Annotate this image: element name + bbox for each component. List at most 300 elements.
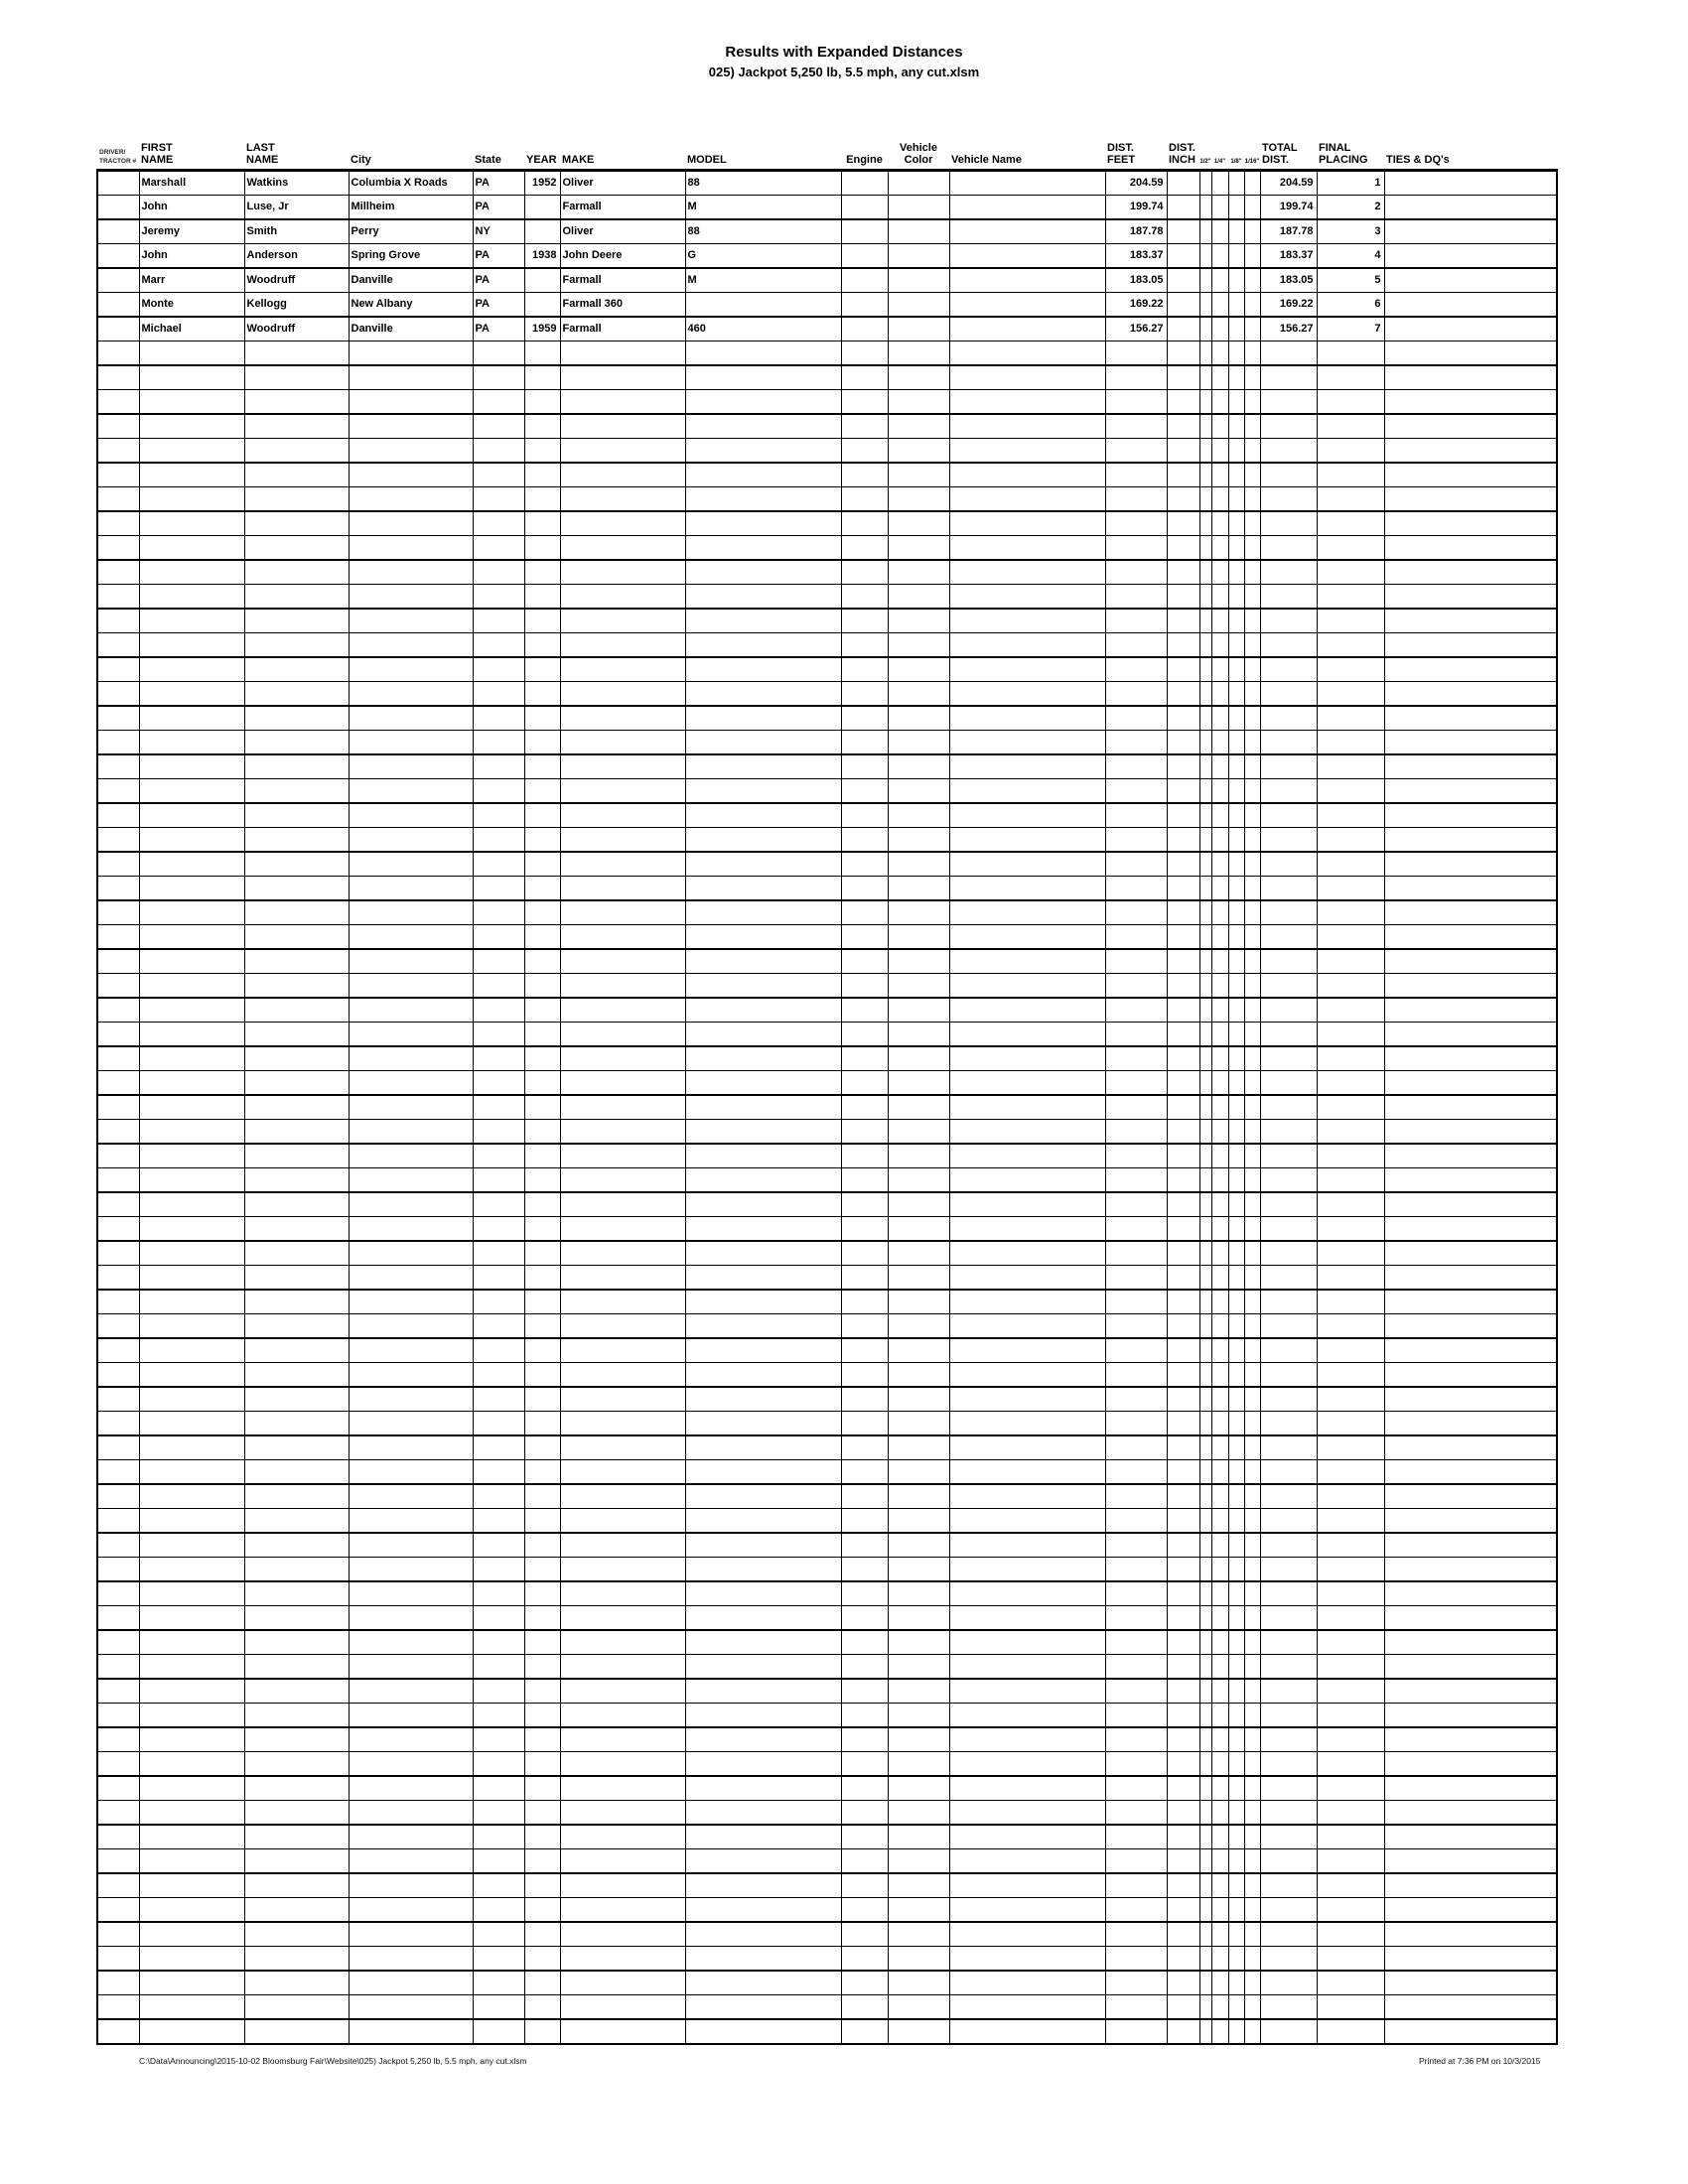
cell-model: M xyxy=(685,268,841,293)
cell-year xyxy=(524,803,560,828)
cell-state xyxy=(473,900,524,925)
table-row xyxy=(97,1630,1557,1655)
cell-vehicle_name xyxy=(949,195,1105,219)
cell-f8 xyxy=(1228,389,1244,414)
cell-driver xyxy=(97,1800,139,1825)
cell-model xyxy=(685,681,841,706)
cell-f8 xyxy=(1228,1946,1244,1971)
cell-state xyxy=(473,414,524,439)
cell-city xyxy=(349,1825,473,1849)
cell-inch xyxy=(1167,1484,1199,1509)
table-row xyxy=(97,1119,1557,1144)
cell-vehicle_name xyxy=(949,778,1105,803)
cell-engine xyxy=(841,609,888,633)
cell-make xyxy=(560,2019,685,2044)
cell-model xyxy=(685,998,841,1023)
cell-feet: 183.05 xyxy=(1105,268,1167,293)
table-row xyxy=(97,195,1557,219)
cell-state xyxy=(473,463,524,487)
cell-state xyxy=(473,1873,524,1898)
cell-make xyxy=(560,1703,685,1727)
cell-inch xyxy=(1167,827,1199,852)
cell-make xyxy=(560,1459,685,1484)
cell-f16 xyxy=(1244,900,1260,925)
cell-total xyxy=(1260,1362,1317,1387)
cell-city xyxy=(349,1290,473,1314)
table-row xyxy=(97,560,1557,585)
table-row xyxy=(97,317,1557,341)
cell-f8 xyxy=(1228,1119,1244,1144)
cell-f16 xyxy=(1244,1362,1260,1387)
cell-total xyxy=(1260,1411,1317,1435)
cell-f2 xyxy=(1199,1387,1211,1412)
cell-engine xyxy=(841,1654,888,1679)
cell-model xyxy=(685,1095,841,1120)
cell-year xyxy=(524,511,560,536)
cell-year xyxy=(524,924,560,949)
cell-placing xyxy=(1317,560,1384,585)
cell-total xyxy=(1260,1922,1317,1947)
table-row xyxy=(97,1581,1557,1606)
cell-inch xyxy=(1167,1387,1199,1412)
cell-f8 xyxy=(1228,1313,1244,1338)
cell-year xyxy=(524,876,560,900)
cell-feet xyxy=(1105,657,1167,682)
cell-state xyxy=(473,1581,524,1606)
cell-vehicle_name xyxy=(949,1119,1105,1144)
cell-f4 xyxy=(1211,1848,1228,1873)
table-row xyxy=(97,1192,1557,1217)
cell-engine xyxy=(841,1946,888,1971)
table-row xyxy=(97,292,1557,317)
cell-driver xyxy=(97,1241,139,1266)
cell-feet xyxy=(1105,803,1167,828)
cell-f8 xyxy=(1228,1192,1244,1217)
cell-f16 xyxy=(1244,998,1260,1023)
table-row xyxy=(97,730,1557,754)
cell-model xyxy=(685,1484,841,1509)
cell-city xyxy=(349,754,473,779)
cell-state xyxy=(473,1654,524,1679)
cell-state xyxy=(473,1070,524,1095)
cell-state xyxy=(473,1922,524,1947)
cell-year xyxy=(524,1144,560,1168)
cell-placing xyxy=(1317,1994,1384,2019)
cell-f8 xyxy=(1228,876,1244,900)
cell-inch xyxy=(1167,998,1199,1023)
cell-color xyxy=(888,438,949,463)
cell-model xyxy=(685,535,841,560)
cell-model xyxy=(685,389,841,414)
cell-engine xyxy=(841,1581,888,1606)
cell-f2 xyxy=(1199,292,1211,317)
cell-inch xyxy=(1167,1435,1199,1460)
header-engine: Engine xyxy=(846,154,883,167)
table-row xyxy=(97,1946,1557,1971)
cell-model xyxy=(685,1144,841,1168)
cell-feet xyxy=(1105,1216,1167,1241)
cell-first xyxy=(139,1654,244,1679)
cell-total xyxy=(1260,1605,1317,1630)
cell-make xyxy=(560,730,685,754)
cell-year xyxy=(524,292,560,317)
cell-city xyxy=(349,560,473,585)
cell-f8 xyxy=(1228,1290,1244,1314)
cell-placing xyxy=(1317,1387,1384,1412)
cell-city xyxy=(349,1800,473,1825)
cell-placing xyxy=(1317,754,1384,779)
table-row xyxy=(97,1800,1557,1825)
cell-first: Marshall xyxy=(139,170,244,195)
cell-make xyxy=(560,998,685,1023)
cell-driver xyxy=(97,973,139,998)
cell-f4 xyxy=(1211,1362,1228,1387)
cell-placing xyxy=(1317,632,1384,657)
cell-f4 xyxy=(1211,292,1228,317)
cell-year xyxy=(524,341,560,365)
cell-state xyxy=(473,876,524,900)
cell-placing xyxy=(1317,1581,1384,1606)
cell-vehicle_name xyxy=(949,1825,1105,1849)
cell-make xyxy=(560,341,685,365)
cell-f2 xyxy=(1199,584,1211,609)
cell-f16 xyxy=(1244,1994,1260,2019)
cell-f4 xyxy=(1211,973,1228,998)
cell-last xyxy=(244,486,349,511)
cell-f8 xyxy=(1228,1897,1244,1922)
table-row xyxy=(97,486,1557,511)
cell-driver xyxy=(97,900,139,925)
cell-last xyxy=(244,1873,349,1898)
cell-engine xyxy=(841,1241,888,1266)
cell-total xyxy=(1260,973,1317,998)
table-row xyxy=(97,2019,1557,2044)
cell-placing xyxy=(1317,1873,1384,1898)
cell-total xyxy=(1260,1776,1317,1801)
cell-model: 88 xyxy=(685,219,841,244)
cell-state xyxy=(473,973,524,998)
cell-placing xyxy=(1317,1703,1384,1727)
cell-total xyxy=(1260,1095,1317,1120)
cell-inch xyxy=(1167,1046,1199,1071)
cell-year xyxy=(524,1800,560,1825)
cell-engine xyxy=(841,973,888,998)
cell-total xyxy=(1260,1946,1317,1971)
cell-color xyxy=(888,243,949,268)
cell-city: Spring Grove xyxy=(349,243,473,268)
cell-f2 xyxy=(1199,560,1211,585)
cell-f16 xyxy=(1244,486,1260,511)
cell-vehicle_name xyxy=(949,535,1105,560)
cell-f8 xyxy=(1228,924,1244,949)
cell-f4 xyxy=(1211,1387,1228,1412)
cell-last xyxy=(244,1241,349,1266)
table-row xyxy=(97,1167,1557,1192)
cell-driver xyxy=(97,341,139,365)
cell-city xyxy=(349,778,473,803)
cell-state xyxy=(473,754,524,779)
cell-placing xyxy=(1317,1070,1384,1095)
cell-city xyxy=(349,486,473,511)
table-row xyxy=(97,1216,1557,1241)
cell-last xyxy=(244,389,349,414)
cell-make xyxy=(560,973,685,998)
cell-f2 xyxy=(1199,1897,1211,1922)
cell-total xyxy=(1260,1144,1317,1168)
cell-total xyxy=(1260,1290,1317,1314)
cell-city: Danville xyxy=(349,317,473,341)
cell-color xyxy=(888,365,949,390)
header-color-line2: Color xyxy=(904,154,933,167)
cell-f4 xyxy=(1211,511,1228,536)
cell-f4 xyxy=(1211,1533,1228,1558)
cell-last: Smith xyxy=(244,219,349,244)
cell-f16 xyxy=(1244,438,1260,463)
cell-inch xyxy=(1167,632,1199,657)
cell-f4 xyxy=(1211,1581,1228,1606)
cell-city xyxy=(349,1144,473,1168)
cell-driver xyxy=(97,754,139,779)
cell-f8 xyxy=(1228,1459,1244,1484)
cell-last xyxy=(244,1265,349,1290)
cell-model xyxy=(685,1533,841,1558)
cell-model xyxy=(685,609,841,633)
cell-f8 xyxy=(1228,1484,1244,1509)
cell-feet xyxy=(1105,560,1167,585)
cell-make xyxy=(560,1119,685,1144)
cell-total: 169.22 xyxy=(1260,292,1317,317)
cell-engine xyxy=(841,1192,888,1217)
cell-f16 xyxy=(1244,1144,1260,1168)
cell-city xyxy=(349,632,473,657)
cell-first xyxy=(139,1630,244,1655)
cell-state: PA xyxy=(473,243,524,268)
cell-driver xyxy=(97,924,139,949)
cell-vehicle_name xyxy=(949,1484,1105,1509)
cell-color xyxy=(888,1070,949,1095)
cell-color xyxy=(888,414,949,439)
cell-driver xyxy=(97,1290,139,1314)
cell-placing xyxy=(1317,1265,1384,1290)
cell-first xyxy=(139,365,244,390)
cell-f4 xyxy=(1211,1070,1228,1095)
results-table xyxy=(96,142,1558,2045)
cell-model xyxy=(685,560,841,585)
cell-feet xyxy=(1105,365,1167,390)
cell-ties xyxy=(1384,1435,1557,1460)
cell-placing xyxy=(1317,414,1384,439)
cell-f2 xyxy=(1199,1873,1211,1898)
cell-driver xyxy=(97,852,139,877)
cell-model xyxy=(685,900,841,925)
header-ties-dqs: TIES & DQ's xyxy=(1386,154,1450,167)
cell-inch xyxy=(1167,170,1199,195)
cell-f4 xyxy=(1211,1167,1228,1192)
cell-placing xyxy=(1317,803,1384,828)
cell-inch xyxy=(1167,1922,1199,1947)
cell-make xyxy=(560,1411,685,1435)
cell-color xyxy=(888,1508,949,1533)
cell-city xyxy=(349,949,473,974)
cell-feet xyxy=(1105,1046,1167,1071)
table-row xyxy=(97,1971,1557,1995)
cell-city xyxy=(349,535,473,560)
cell-feet xyxy=(1105,1776,1167,1801)
cell-f2 xyxy=(1199,389,1211,414)
cell-feet xyxy=(1105,1994,1167,2019)
cell-vehicle_name xyxy=(949,609,1105,633)
cell-engine xyxy=(841,486,888,511)
cell-state xyxy=(473,1192,524,1217)
cell-inch xyxy=(1167,1605,1199,1630)
header-inch-line2: INCH xyxy=(1169,154,1196,167)
cell-f4 xyxy=(1211,1897,1228,1922)
cell-model xyxy=(685,1800,841,1825)
cell-inch xyxy=(1167,560,1199,585)
header-make: MAKE xyxy=(562,154,595,167)
cell-engine xyxy=(841,1922,888,1947)
cell-f4 xyxy=(1211,1095,1228,1120)
cell-city xyxy=(349,414,473,439)
cell-color xyxy=(888,1873,949,1898)
cell-f16 xyxy=(1244,949,1260,974)
cell-total xyxy=(1260,438,1317,463)
cell-inch xyxy=(1167,1533,1199,1558)
cell-vehicle_name xyxy=(949,1459,1105,1484)
cell-total xyxy=(1260,827,1317,852)
cell-feet xyxy=(1105,754,1167,779)
cell-last xyxy=(244,1897,349,1922)
cell-f16 xyxy=(1244,1533,1260,1558)
cell-driver xyxy=(97,1144,139,1168)
cell-feet xyxy=(1105,1703,1167,1727)
table-row xyxy=(97,1654,1557,1679)
cell-year xyxy=(524,1313,560,1338)
cell-engine xyxy=(841,632,888,657)
cell-placing xyxy=(1317,1167,1384,1192)
cell-ties xyxy=(1384,852,1557,877)
cell-inch xyxy=(1167,365,1199,390)
cell-ties xyxy=(1384,1800,1557,1825)
cell-model xyxy=(685,1459,841,1484)
cell-year xyxy=(524,1873,560,1898)
cell-color xyxy=(888,1994,949,2019)
footer-file-path: C:\Data\Announcing\2015-10-02 Bloomsburg Fair\Website\025) Jackpot 5,250 lb, 5.5 mph, any cut.xlsm xyxy=(139,2056,527,2066)
cell-f2 xyxy=(1199,681,1211,706)
cell-f16 xyxy=(1244,219,1260,244)
cell-vehicle_name xyxy=(949,803,1105,828)
cell-engine xyxy=(841,560,888,585)
cell-f8 xyxy=(1228,657,1244,682)
cell-f4 xyxy=(1211,803,1228,828)
cell-f16 xyxy=(1244,924,1260,949)
table-row xyxy=(97,1095,1557,1120)
cell-ties xyxy=(1384,1241,1557,1266)
cell-feet xyxy=(1105,1095,1167,1120)
cell-feet xyxy=(1105,924,1167,949)
cell-vehicle_name xyxy=(949,1776,1105,1801)
cell-color xyxy=(888,1630,949,1655)
cell-f4 xyxy=(1211,317,1228,341)
cell-total xyxy=(1260,1435,1317,1460)
cell-f8 xyxy=(1228,560,1244,585)
cell-year xyxy=(524,900,560,925)
cell-color xyxy=(888,681,949,706)
cell-total xyxy=(1260,730,1317,754)
cell-placing xyxy=(1317,1776,1384,1801)
cell-year xyxy=(524,1387,560,1412)
cell-f2 xyxy=(1199,463,1211,487)
cell-color xyxy=(888,1265,949,1290)
cell-f4 xyxy=(1211,1654,1228,1679)
cell-total xyxy=(1260,1387,1317,1412)
cell-engine xyxy=(841,1533,888,1558)
cell-feet xyxy=(1105,1751,1167,1776)
cell-city xyxy=(349,1411,473,1435)
cell-ties xyxy=(1384,1338,1557,1363)
header-inch-line1: DIST. xyxy=(1169,142,1196,154)
cell-driver xyxy=(97,1022,139,1046)
cell-model xyxy=(685,511,841,536)
cell-city xyxy=(349,1070,473,1095)
cell-engine xyxy=(841,341,888,365)
cell-last xyxy=(244,1581,349,1606)
cell-ties xyxy=(1384,438,1557,463)
cell-model xyxy=(685,1508,841,1533)
cell-ties xyxy=(1384,1776,1557,1801)
cell-engine xyxy=(841,1776,888,1801)
cell-f8 xyxy=(1228,681,1244,706)
cell-placing xyxy=(1317,1800,1384,1825)
cell-total xyxy=(1260,1313,1317,1338)
cell-ties xyxy=(1384,706,1557,731)
cell-f4 xyxy=(1211,1290,1228,1314)
cell-placing xyxy=(1317,876,1384,900)
cell-f16 xyxy=(1244,560,1260,585)
cell-ties xyxy=(1384,511,1557,536)
cell-first xyxy=(139,949,244,974)
cell-ties xyxy=(1384,1167,1557,1192)
cell-total xyxy=(1260,341,1317,365)
cell-feet xyxy=(1105,341,1167,365)
cell-feet xyxy=(1105,1290,1167,1314)
cell-make xyxy=(560,560,685,585)
cell-engine xyxy=(841,219,888,244)
cell-driver xyxy=(97,1265,139,1290)
cell-last: Anderson xyxy=(244,243,349,268)
cell-feet xyxy=(1105,1241,1167,1266)
cell-make xyxy=(560,1338,685,1363)
cell-last xyxy=(244,1971,349,1995)
cell-f16 xyxy=(1244,389,1260,414)
cell-last xyxy=(244,1825,349,1849)
cell-model xyxy=(685,754,841,779)
cell-engine xyxy=(841,1046,888,1071)
cell-total xyxy=(1260,1070,1317,1095)
cell-f16 xyxy=(1244,973,1260,998)
cell-vehicle_name xyxy=(949,414,1105,439)
cell-f8 xyxy=(1228,1508,1244,1533)
table-row xyxy=(97,1313,1557,1338)
cell-first xyxy=(139,803,244,828)
cell-ties xyxy=(1384,365,1557,390)
cell-engine xyxy=(841,1459,888,1484)
cell-model xyxy=(685,949,841,974)
table-row xyxy=(97,973,1557,998)
cell-last xyxy=(244,803,349,828)
cell-driver xyxy=(97,998,139,1023)
cell-placing xyxy=(1317,1435,1384,1460)
